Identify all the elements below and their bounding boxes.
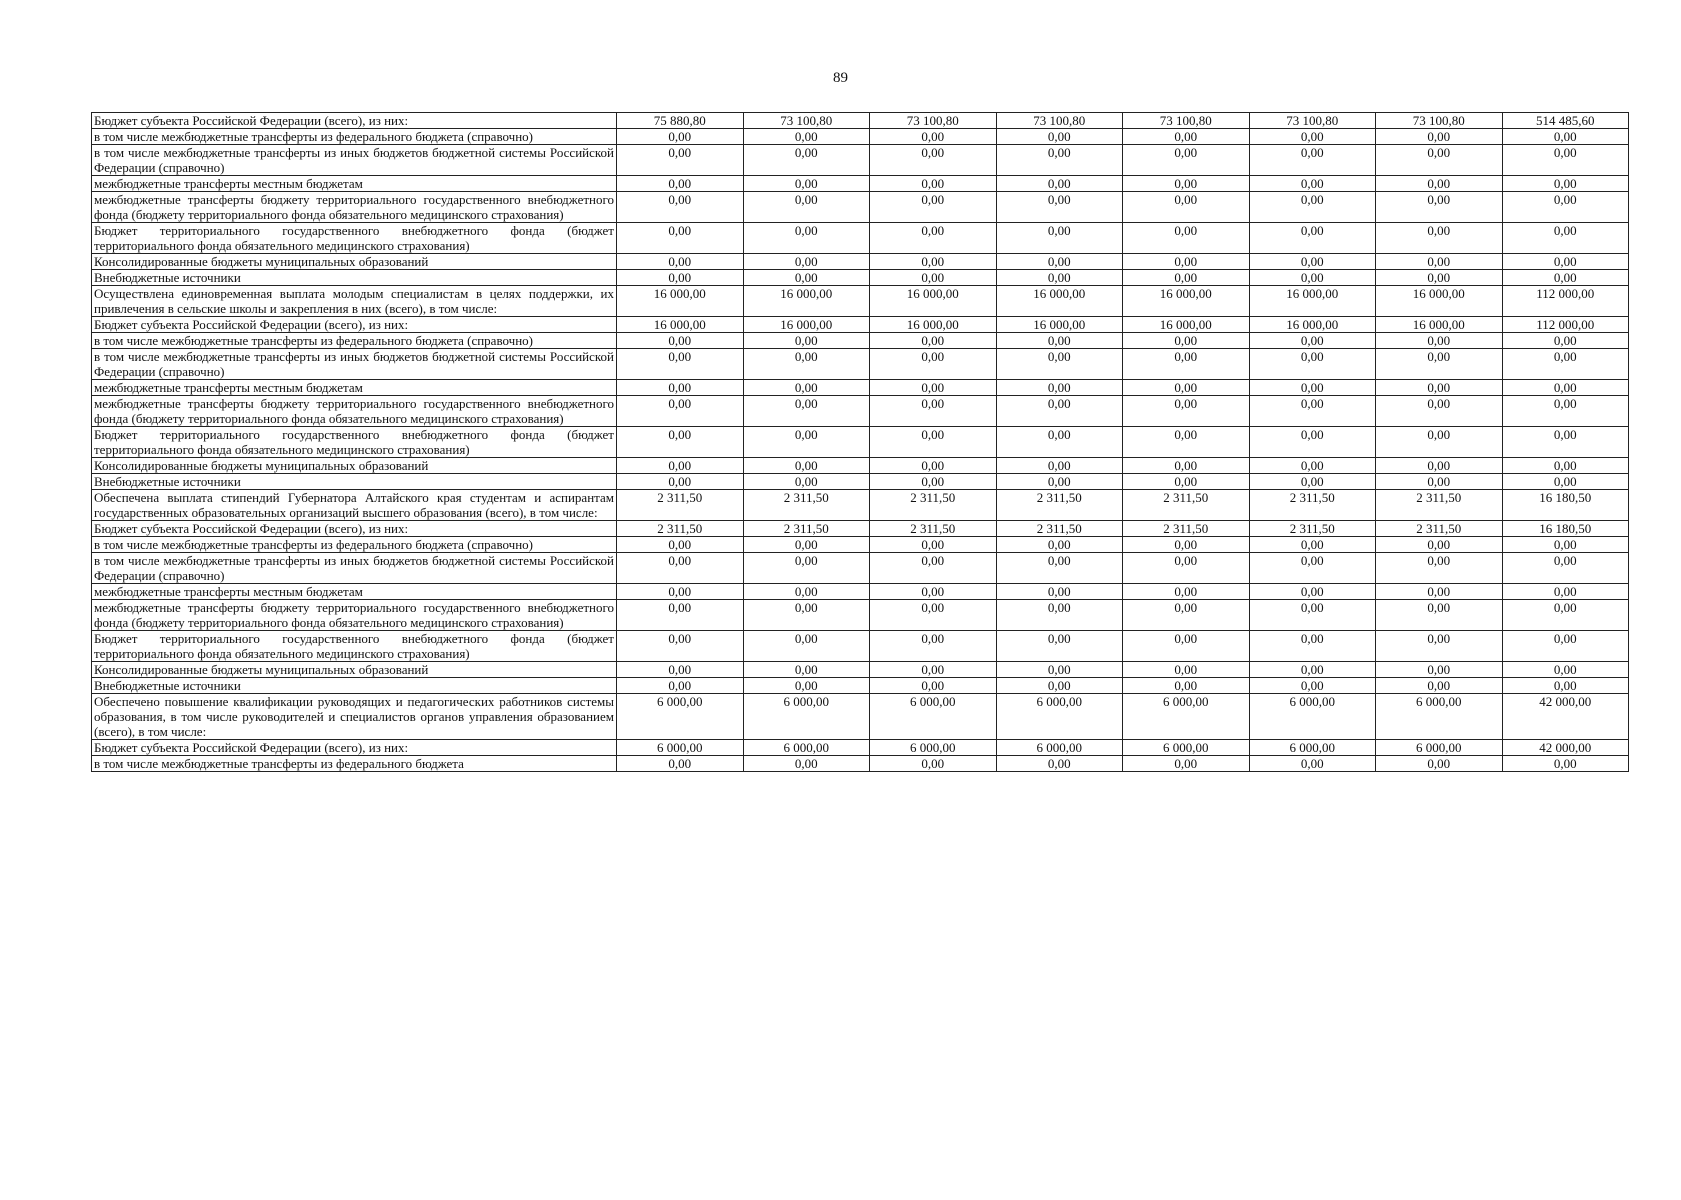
row-value: 42 000,00	[1502, 740, 1629, 756]
row-value: 0,00	[1502, 223, 1629, 254]
row-value: 0,00	[1376, 474, 1503, 490]
row-value: 0,00	[1249, 537, 1376, 553]
row-value: 0,00	[870, 380, 997, 396]
row-value: 73 100,80	[1376, 113, 1503, 129]
row-value: 0,00	[870, 600, 997, 631]
row-value: 6 000,00	[743, 740, 870, 756]
row-value: 0,00	[743, 600, 870, 631]
row-value: 0,00	[1123, 537, 1250, 553]
row-value: 2 311,50	[870, 521, 997, 537]
row-value: 0,00	[1123, 254, 1250, 270]
row-value: 0,00	[1376, 553, 1503, 584]
row-value: 0,00	[743, 458, 870, 474]
row-label: Консолидированные бюджеты муниципальных образований	[92, 458, 617, 474]
row-value: 0,00	[1249, 756, 1376, 772]
row-value: 2 311,50	[996, 521, 1123, 537]
row-label: в том числе межбюджетные трансферты из федерального бюджета (справочно)	[92, 333, 617, 349]
row-value: 0,00	[1123, 553, 1250, 584]
page-number: 89	[833, 70, 848, 86]
row-value: 0,00	[1376, 600, 1503, 631]
row-value: 0,00	[743, 176, 870, 192]
row-value: 0,00	[1376, 192, 1503, 223]
row-value: 6 000,00	[996, 694, 1123, 740]
row-value: 0,00	[870, 223, 997, 254]
row-value: 0,00	[617, 254, 744, 270]
row-value: 0,00	[870, 537, 997, 553]
row-value: 6 000,00	[617, 694, 744, 740]
row-value: 2 311,50	[1123, 521, 1250, 537]
row-value: 16 000,00	[1123, 317, 1250, 333]
table-row	[92, 631, 1629, 662]
row-value: 0,00	[617, 270, 744, 286]
row-value: 0,00	[870, 349, 997, 380]
row-value: 0,00	[1376, 396, 1503, 427]
row-value: 16 000,00	[743, 317, 870, 333]
row-value: 0,00	[870, 584, 997, 600]
row-value: 0,00	[1502, 349, 1629, 380]
table-row	[92, 521, 1629, 537]
table-row	[92, 176, 1629, 192]
row-value: 0,00	[1376, 678, 1503, 694]
row-label: межбюджетные трансферты бюджету территориального государственного внебюджетного фонда (бюджету территориального фонда обязательного медицинского страхования)	[92, 396, 617, 427]
row-value: 0,00	[617, 192, 744, 223]
row-value: 0,00	[1502, 631, 1629, 662]
row-value: 0,00	[870, 553, 997, 584]
row-value: 0,00	[1376, 176, 1503, 192]
row-value: 6 000,00	[743, 694, 870, 740]
row-label: Консолидированные бюджеты муниципальных образований	[92, 662, 617, 678]
table-row	[92, 490, 1629, 521]
row-value: 0,00	[1502, 756, 1629, 772]
row-value: 0,00	[1502, 458, 1629, 474]
table-row	[92, 662, 1629, 678]
row-value: 0,00	[617, 396, 744, 427]
row-value: 0,00	[1376, 537, 1503, 553]
row-value: 73 100,80	[870, 113, 997, 129]
row-value: 2 311,50	[1123, 490, 1250, 521]
row-label: Бюджет субъекта Российской Федерации (всего), из них:	[92, 740, 617, 756]
row-value: 112 000,00	[1502, 317, 1629, 333]
row-value: 0,00	[743, 333, 870, 349]
table-row	[92, 584, 1629, 600]
table-row	[92, 756, 1629, 772]
row-value: 0,00	[1376, 333, 1503, 349]
row-value: 6 000,00	[1376, 694, 1503, 740]
row-value: 0,00	[743, 756, 870, 772]
table-row	[92, 694, 1629, 740]
row-value: 0,00	[1123, 145, 1250, 176]
row-value: 0,00	[743, 474, 870, 490]
row-value: 0,00	[1502, 145, 1629, 176]
row-label: Внебюджетные источники	[92, 678, 617, 694]
row-label: Обеспечена выплата стипендий Губернатора Алтайского края студентам и аспирантам государственных образовательных организаций высшего образования (всего), в том числе:	[92, 490, 617, 521]
row-value: 2 311,50	[743, 521, 870, 537]
row-value: 0,00	[1502, 333, 1629, 349]
row-label: в том числе межбюджетные трансферты из иных бюджетов бюджетной системы Российской Федерации (справочно)	[92, 553, 617, 584]
row-value: 73 100,80	[743, 113, 870, 129]
row-value: 0,00	[1123, 333, 1250, 349]
row-value: 0,00	[1502, 396, 1629, 427]
row-value: 0,00	[1123, 396, 1250, 427]
row-value: 0,00	[1249, 474, 1376, 490]
row-value: 0,00	[1376, 254, 1503, 270]
row-label: межбюджетные трансферты местным бюджетам	[92, 176, 617, 192]
row-value: 0,00	[1249, 145, 1376, 176]
row-value: 0,00	[1249, 631, 1376, 662]
row-value: 0,00	[1249, 333, 1376, 349]
row-value: 0,00	[870, 270, 997, 286]
row-value: 0,00	[996, 396, 1123, 427]
row-value: 6 000,00	[1123, 740, 1250, 756]
row-label: Внебюджетные источники	[92, 270, 617, 286]
row-value: 2 311,50	[1249, 521, 1376, 537]
row-value: 0,00	[617, 458, 744, 474]
table-row	[92, 427, 1629, 458]
row-value: 16 180,50	[1502, 490, 1629, 521]
row-value: 0,00	[1249, 254, 1376, 270]
row-value: 0,00	[996, 678, 1123, 694]
row-value: 0,00	[1502, 553, 1629, 584]
row-value: 2 311,50	[1249, 490, 1376, 521]
row-value: 42 000,00	[1502, 694, 1629, 740]
row-value: 0,00	[617, 553, 744, 584]
row-value: 6 000,00	[1249, 694, 1376, 740]
row-value: 0,00	[1502, 537, 1629, 553]
row-value: 2 311,50	[1376, 490, 1503, 521]
row-value: 0,00	[743, 678, 870, 694]
budget-table	[91, 112, 1629, 772]
row-value: 0,00	[617, 333, 744, 349]
row-label: Бюджет субъекта Российской Федерации (всего), из них:	[92, 317, 617, 333]
row-label: в том числе межбюджетные трансферты из федерального бюджета (справочно)	[92, 537, 617, 553]
row-value: 0,00	[996, 192, 1123, 223]
row-value: 0,00	[1502, 270, 1629, 286]
row-value: 0,00	[870, 129, 997, 145]
row-value: 0,00	[870, 631, 997, 662]
row-value: 16 000,00	[1249, 317, 1376, 333]
table-row	[92, 349, 1629, 380]
row-value: 0,00	[870, 427, 997, 458]
row-label: Осуществлена единовременная выплата молодым специалистам в целях поддержки, их привлечения в сельские школы и закрепления в них (всего), в том числе:	[92, 286, 617, 317]
row-value: 6 000,00	[1123, 694, 1250, 740]
row-label: Бюджет субъекта Российской Федерации (всего), из них:	[92, 113, 617, 129]
row-value: 0,00	[743, 349, 870, 380]
row-value: 16 000,00	[996, 286, 1123, 317]
row-value: 0,00	[870, 662, 997, 678]
row-value: 0,00	[1123, 192, 1250, 223]
row-value: 16 000,00	[870, 286, 997, 317]
row-value: 0,00	[996, 584, 1123, 600]
row-value: 16 180,50	[1502, 521, 1629, 537]
row-value: 0,00	[870, 678, 997, 694]
row-value: 0,00	[1123, 458, 1250, 474]
row-value: 0,00	[1502, 176, 1629, 192]
row-value: 0,00	[1249, 678, 1376, 694]
row-value: 2 311,50	[743, 490, 870, 521]
row-value: 0,00	[743, 380, 870, 396]
row-value: 0,00	[1249, 223, 1376, 254]
row-value: 75 880,80	[617, 113, 744, 129]
row-value: 0,00	[1249, 129, 1376, 145]
row-label: Бюджет территориального государственного внебюджетного фонда (бюджет территориального фонда обязательного медицинского страхования)	[92, 631, 617, 662]
table-row	[92, 254, 1629, 270]
row-value: 6 000,00	[996, 740, 1123, 756]
row-value: 0,00	[996, 270, 1123, 286]
row-value: 0,00	[1249, 600, 1376, 631]
row-value: 0,00	[1376, 584, 1503, 600]
row-value: 0,00	[1502, 584, 1629, 600]
row-value: 0,00	[1123, 662, 1250, 678]
row-value: 0,00	[1249, 396, 1376, 427]
row-value: 0,00	[996, 349, 1123, 380]
row-value: 0,00	[1376, 380, 1503, 396]
row-value: 16 000,00	[1376, 317, 1503, 333]
table-row	[92, 223, 1629, 254]
row-value: 0,00	[1123, 223, 1250, 254]
row-label: в том числе межбюджетные трансферты из иных бюджетов бюджетной системы Российской Федерации (справочно)	[92, 349, 617, 380]
row-value: 0,00	[743, 129, 870, 145]
row-value: 0,00	[743, 584, 870, 600]
row-value: 0,00	[1123, 474, 1250, 490]
row-value: 0,00	[1123, 129, 1250, 145]
row-value: 0,00	[743, 537, 870, 553]
row-value: 0,00	[1123, 349, 1250, 380]
table-row	[92, 113, 1629, 129]
row-value: 0,00	[1376, 129, 1503, 145]
row-value: 6 000,00	[870, 694, 997, 740]
row-value: 73 100,80	[996, 113, 1123, 129]
row-label: межбюджетные трансферты местным бюджетам	[92, 584, 617, 600]
row-value: 0,00	[870, 396, 997, 427]
table-row	[92, 333, 1629, 349]
row-value: 0,00	[996, 756, 1123, 772]
row-value: 0,00	[1123, 176, 1250, 192]
row-value: 0,00	[870, 176, 997, 192]
row-value: 6 000,00	[870, 740, 997, 756]
table-row	[92, 537, 1629, 553]
row-value: 0,00	[1502, 662, 1629, 678]
row-value: 0,00	[996, 474, 1123, 490]
row-label: в том числе межбюджетные трансферты из иных бюджетов бюджетной системы Российской Федерации (справочно)	[92, 145, 617, 176]
row-value: 0,00	[617, 600, 744, 631]
row-value: 0,00	[1249, 584, 1376, 600]
row-value: 0,00	[1123, 600, 1250, 631]
row-label: Бюджет территориального государственного внебюджетного фонда (бюджет территориального фонда обязательного медицинского страхования)	[92, 223, 617, 254]
row-label: Бюджет территориального государственного внебюджетного фонда (бюджет территориального фонда обязательного медицинского страхования)	[92, 427, 617, 458]
row-value: 0,00	[996, 223, 1123, 254]
row-value: 0,00	[617, 380, 744, 396]
row-label: межбюджетные трансферты бюджету территориального государственного внебюджетного фонда (бюджету территориального фонда обязательного медицинского страхования)	[92, 600, 617, 631]
row-value: 0,00	[743, 254, 870, 270]
row-value: 0,00	[870, 254, 997, 270]
row-value: 16 000,00	[870, 317, 997, 333]
row-value: 73 100,80	[1249, 113, 1376, 129]
row-value: 0,00	[996, 631, 1123, 662]
row-value: 0,00	[1123, 427, 1250, 458]
row-value: 0,00	[870, 333, 997, 349]
row-label: Бюджет субъекта Российской Федерации (всего), из них:	[92, 521, 617, 537]
row-value: 0,00	[1376, 756, 1503, 772]
row-value: 0,00	[743, 631, 870, 662]
row-value: 16 000,00	[996, 317, 1123, 333]
row-value: 6 000,00	[617, 740, 744, 756]
row-value: 0,00	[1502, 380, 1629, 396]
row-value: 0,00	[1376, 270, 1503, 286]
row-value: 514 485,60	[1502, 113, 1629, 129]
row-value: 0,00	[1376, 223, 1503, 254]
row-value: 0,00	[1123, 678, 1250, 694]
row-label: в том числе межбюджетные трансферты из федерального бюджета	[92, 756, 617, 772]
row-value: 0,00	[1249, 349, 1376, 380]
row-value: 0,00	[1376, 145, 1503, 176]
row-value: 0,00	[617, 129, 744, 145]
row-value: 6 000,00	[1249, 740, 1376, 756]
row-value: 0,00	[617, 349, 744, 380]
row-value: 0,00	[1502, 254, 1629, 270]
table-row	[92, 553, 1629, 584]
row-value: 0,00	[1249, 662, 1376, 678]
row-value: 0,00	[617, 631, 744, 662]
table-row	[92, 458, 1629, 474]
table-row	[92, 678, 1629, 694]
row-value: 0,00	[743, 662, 870, 678]
row-value: 0,00	[617, 678, 744, 694]
row-value: 0,00	[1123, 756, 1250, 772]
row-value: 0,00	[617, 427, 744, 458]
row-value: 0,00	[1249, 427, 1376, 458]
table-row	[92, 270, 1629, 286]
row-value: 0,00	[743, 270, 870, 286]
row-value: 0,00	[1376, 662, 1503, 678]
row-value: 73 100,80	[1123, 113, 1250, 129]
row-label: межбюджетные трансферты бюджету территориального государственного внебюджетного фонда (бюджету территориального фонда обязательного медицинского страхования)	[92, 192, 617, 223]
row-value: 0,00	[1123, 270, 1250, 286]
row-label: Консолидированные бюджеты муниципальных образований	[92, 254, 617, 270]
row-value: 0,00	[870, 474, 997, 490]
row-value: 0,00	[617, 584, 744, 600]
row-value: 0,00	[1502, 427, 1629, 458]
row-value: 16 000,00	[743, 286, 870, 317]
row-value: 0,00	[996, 145, 1123, 176]
row-value: 16 000,00	[1249, 286, 1376, 317]
row-value: 0,00	[743, 553, 870, 584]
table-row	[92, 600, 1629, 631]
row-value: 0,00	[996, 537, 1123, 553]
table-row	[92, 192, 1629, 223]
row-value: 0,00	[996, 600, 1123, 631]
table-row	[92, 286, 1629, 317]
row-value: 0,00	[1249, 458, 1376, 474]
row-value: 0,00	[617, 223, 744, 254]
row-value: 0,00	[743, 427, 870, 458]
row-value: 0,00	[870, 192, 997, 223]
row-value: 2 311,50	[1376, 521, 1503, 537]
row-value: 0,00	[870, 145, 997, 176]
table-row	[92, 129, 1629, 145]
row-value: 2 311,50	[996, 490, 1123, 521]
row-value: 0,00	[870, 458, 997, 474]
row-value: 0,00	[1376, 427, 1503, 458]
row-value: 0,00	[1123, 631, 1250, 662]
row-value: 0,00	[996, 176, 1123, 192]
row-value: 0,00	[617, 176, 744, 192]
row-value: 0,00	[996, 333, 1123, 349]
table-row	[92, 474, 1629, 490]
row-value: 0,00	[996, 458, 1123, 474]
row-value: 0,00	[1502, 192, 1629, 223]
row-value: 0,00	[617, 474, 744, 490]
table-row	[92, 145, 1629, 176]
row-value: 0,00	[1123, 380, 1250, 396]
row-value: 0,00	[617, 756, 744, 772]
row-value: 16 000,00	[1123, 286, 1250, 317]
row-value: 2 311,50	[617, 521, 744, 537]
row-value: 0,00	[1502, 129, 1629, 145]
row-value: 0,00	[1249, 176, 1376, 192]
row-value: 0,00	[1502, 474, 1629, 490]
row-value: 2 311,50	[617, 490, 744, 521]
table-row	[92, 396, 1629, 427]
table-row	[92, 740, 1629, 756]
table-body	[92, 113, 1629, 772]
row-value: 0,00	[743, 192, 870, 223]
row-label: Обеспечено повышение квалификации руководящих и педагогических работников системы образования, в том числе руководителей и специалистов органов управления образованием (всего), в том числе:	[92, 694, 617, 740]
row-value: 0,00	[1502, 678, 1629, 694]
row-value: 0,00	[996, 129, 1123, 145]
row-value: 0,00	[743, 396, 870, 427]
row-value: 0,00	[617, 145, 744, 176]
row-value: 0,00	[1376, 631, 1503, 662]
row-value: 0,00	[1249, 380, 1376, 396]
row-value: 16 000,00	[1376, 286, 1503, 317]
row-value: 0,00	[1249, 192, 1376, 223]
row-value: 0,00	[1249, 553, 1376, 584]
row-value: 0,00	[1249, 270, 1376, 286]
row-value: 6 000,00	[1376, 740, 1503, 756]
row-value: 0,00	[996, 662, 1123, 678]
row-value: 0,00	[996, 427, 1123, 458]
row-label: Внебюджетные источники	[92, 474, 617, 490]
row-label: в том числе межбюджетные трансферты из федерального бюджета (справочно)	[92, 129, 617, 145]
row-value: 0,00	[1376, 458, 1503, 474]
row-value: 0,00	[1376, 349, 1503, 380]
row-value: 0,00	[743, 145, 870, 176]
row-value: 0,00	[996, 553, 1123, 584]
row-value: 0,00	[617, 537, 744, 553]
row-value: 0,00	[870, 756, 997, 772]
row-value: 0,00	[1123, 584, 1250, 600]
row-value: 0,00	[996, 380, 1123, 396]
row-value: 0,00	[996, 254, 1123, 270]
row-value: 0,00	[743, 223, 870, 254]
row-value: 16 000,00	[617, 317, 744, 333]
row-value: 0,00	[617, 662, 744, 678]
row-label: межбюджетные трансферты местным бюджетам	[92, 380, 617, 396]
row-value: 0,00	[1502, 600, 1629, 631]
row-value: 16 000,00	[617, 286, 744, 317]
row-value: 112 000,00	[1502, 286, 1629, 317]
row-value: 2 311,50	[870, 490, 997, 521]
table-row	[92, 380, 1629, 396]
table-row	[92, 317, 1629, 333]
